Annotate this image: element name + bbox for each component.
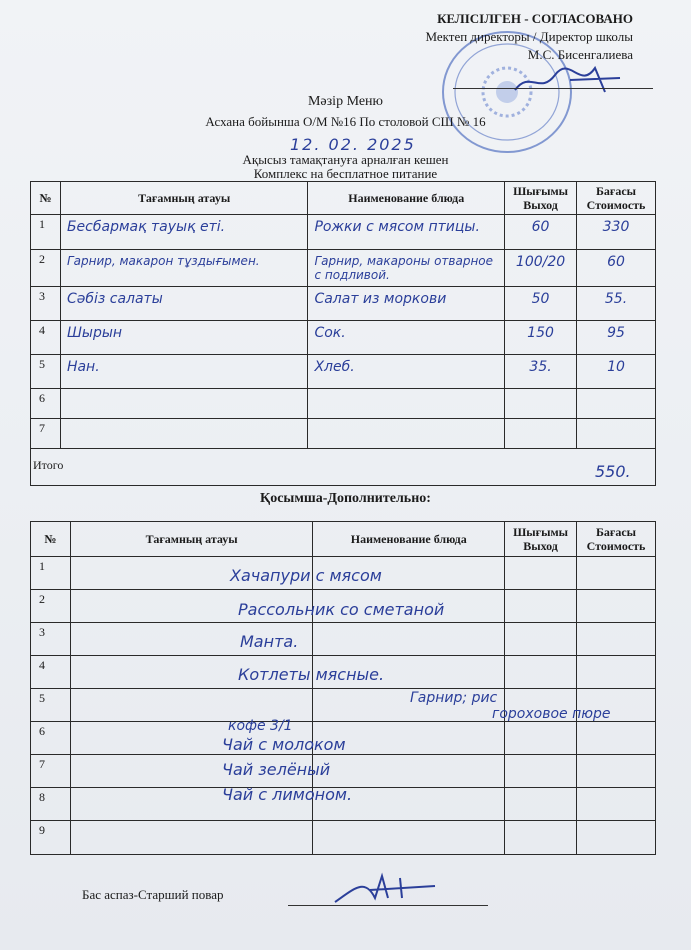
header-kz-name: Тағамның атауы	[60, 182, 308, 215]
dish-output: 35.	[529, 359, 552, 375]
extra-entry: Котлеты мясные.	[238, 665, 385, 684]
dish-kz: Сәбіз салаты	[66, 291, 163, 307]
extra-entry: Чай с молоком	[222, 735, 346, 754]
approval-signature-line	[453, 88, 653, 89]
dish-price: 10	[607, 359, 625, 375]
total-row	[31, 449, 656, 486]
row-number: 5	[31, 355, 61, 389]
extra-header-no: №	[31, 522, 71, 557]
table-row	[31, 287, 656, 321]
dish-price: 55.	[604, 291, 628, 307]
dish-kz: Шырын	[66, 325, 123, 341]
header-output: Шығымы Выход	[505, 182, 577, 215]
extra-entry: гороховое пюре	[492, 706, 611, 722]
extra-entry: Рассольник со сметаной	[238, 600, 445, 619]
header-no: №	[31, 182, 61, 215]
extra-entry: Манта.	[240, 632, 299, 651]
approval-block	[425, 10, 633, 64]
row-number: 9	[31, 821, 71, 855]
row-number: 6	[31, 722, 71, 755]
extra-header-ru-name: Наименование блюда	[313, 522, 505, 557]
table-row	[31, 419, 656, 449]
extra-entry: кофе 3/1	[228, 718, 293, 734]
dish-output: 50	[531, 291, 550, 307]
dish-ru: Гарнир, макароны отварное с подливой.	[314, 254, 494, 282]
total-label: Итого	[33, 458, 64, 472]
table-row	[31, 321, 656, 355]
row-number: 5	[31, 689, 71, 722]
menu-date: 12. 02. 2025	[290, 135, 416, 154]
table-row	[31, 215, 656, 250]
dish-ru: Салат из моркови	[314, 291, 447, 307]
extra-entry: Чай зелёный	[222, 760, 331, 779]
dish-ru: Хлеб.	[314, 359, 355, 375]
row-number: 2	[31, 250, 61, 287]
director-position: Мектеп директоры / Директор школы	[425, 29, 633, 44]
dish-ru: Сок.	[314, 325, 346, 341]
row-number: 7	[31, 755, 71, 788]
cook-label: Бас аспаз-Старший повар	[82, 887, 224, 902]
table-row	[31, 355, 656, 389]
extra-table-header	[31, 522, 656, 557]
row-number: 8	[31, 788, 71, 821]
row-number: 2	[31, 590, 71, 623]
row-number: 1	[31, 215, 61, 250]
extra-row	[31, 821, 656, 855]
row-number: 3	[31, 623, 71, 656]
dish-price: 330	[602, 219, 630, 235]
dish-output: 60	[531, 219, 550, 235]
row-number: 7	[31, 419, 61, 449]
complex-ru: Комплекс на бесплатное питание	[253, 166, 438, 181]
dish-price: 95	[607, 325, 625, 341]
extra-entry: Гарнир; рис	[410, 690, 498, 706]
extra-row	[31, 755, 656, 788]
dish-kz: Гарнир, макарон тұздығымен.	[66, 254, 260, 268]
main-table-header	[31, 182, 656, 215]
dish-kz: Нан.	[66, 359, 100, 375]
menu-title: Мәзір Меню	[307, 94, 383, 109]
row-number: 1	[31, 557, 71, 590]
extra-entry: Чай с лимоном.	[222, 785, 353, 804]
extra-row	[31, 623, 656, 656]
row-number: 4	[31, 656, 71, 689]
row-number: 6	[31, 389, 61, 419]
total-value: 550.	[595, 462, 631, 481]
cook-signature-icon	[330, 868, 440, 908]
director-name: М.С. Бисенгалиева	[527, 47, 633, 62]
row-number: 4	[31, 321, 61, 355]
dish-output: 150	[527, 325, 554, 341]
header-price: Бағасы Стоимость	[577, 182, 656, 215]
extra-header-output: Шығымы Выход	[505, 522, 577, 557]
extra-header-price: Бағасы Стоимость	[577, 522, 656, 557]
main-menu-table	[30, 181, 656, 486]
dish-price: 60	[607, 254, 625, 270]
table-row	[31, 250, 656, 287]
row-number: 3	[31, 287, 61, 321]
dish-kz: Бесбармақ тауық еті.	[66, 219, 226, 235]
extra-entry: Хачапури с мясом	[230, 566, 382, 585]
extra-header-kz-name: Тағамның атауы	[70, 522, 312, 557]
complex-kz: Ақысыз тамақтануға арналған кешен	[242, 152, 449, 167]
canteen-line: Асхана бойынша О/М №16 По столовой СШ № 16	[205, 114, 486, 129]
header-ru-name: Наименование блюда	[308, 182, 505, 215]
table-row	[31, 389, 656, 419]
approval-heading: КЕЛІСІЛГЕН - СОГЛАСОВАНО	[437, 11, 633, 26]
dish-output: 100/20	[515, 254, 566, 270]
extra-title: Қосымша-Дополнительно:	[260, 491, 431, 506]
dish-ru: Рожки с мясом птицы.	[314, 219, 480, 235]
